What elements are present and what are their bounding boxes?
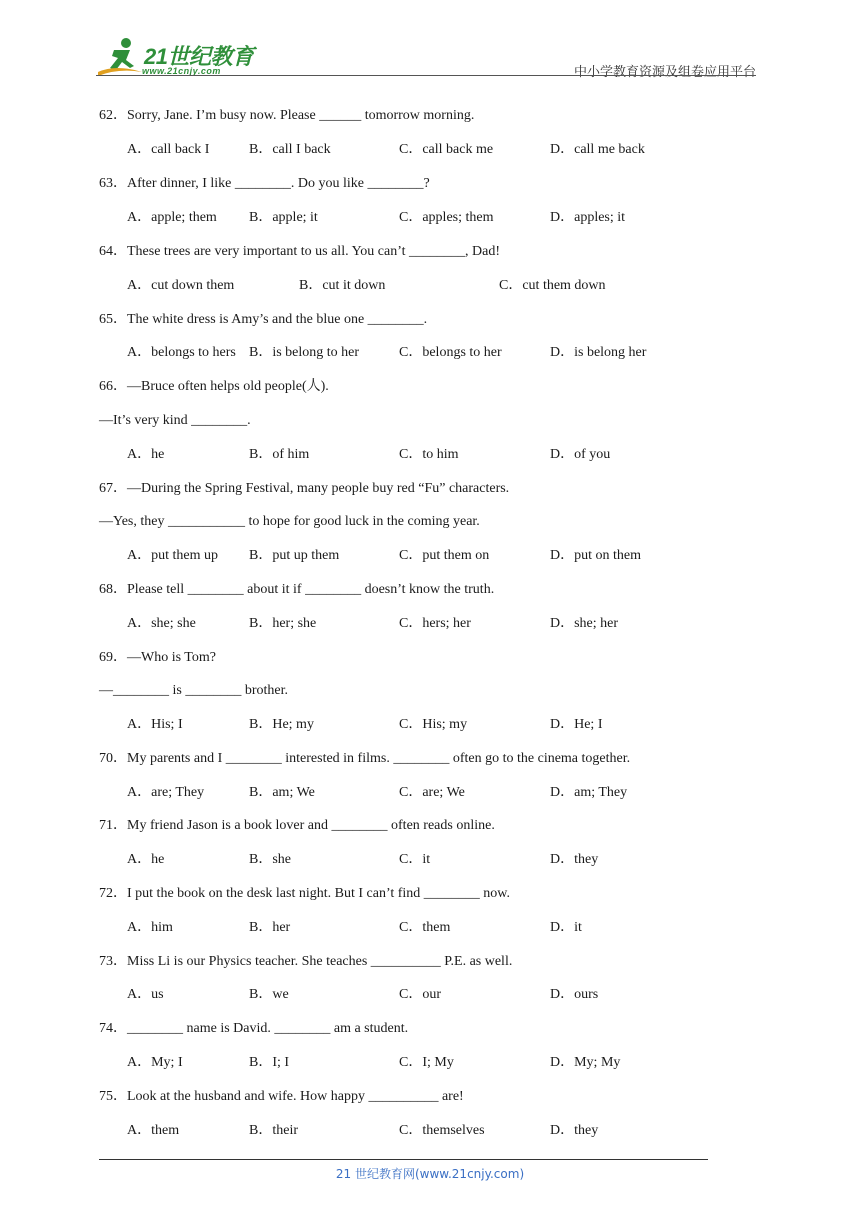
option-d: D．My; My	[550, 1055, 621, 1070]
option-d: D．is belong her	[550, 345, 647, 360]
option-c: C．to him	[399, 447, 459, 462]
option-b: B．He; my	[249, 717, 314, 732]
option-b: B．cut it down	[299, 278, 386, 293]
option-a: A．put them up	[127, 548, 218, 563]
option-b: B．I; I	[249, 1055, 290, 1070]
option-a: A．My; I	[127, 1055, 183, 1070]
option-c: C．themselves	[399, 1123, 485, 1138]
site-logo	[96, 36, 266, 80]
option-d: D．call me back	[550, 142, 645, 157]
option-c: C．His; my	[399, 717, 468, 732]
footer-link[interactable]: 21 世纪教育网(www.21cnjy.com)	[335, 1167, 525, 1181]
question-stem: 68．Please tell ________ about it if ________ doesn’t know the truth.	[99, 582, 495, 597]
footer-divider	[99, 1159, 708, 1160]
option-a: A．them	[127, 1123, 180, 1138]
question-stem: 66．—Bruce often helps old people(人).	[99, 379, 329, 394]
question-stem: 71．My friend Jason is a book lover and ________ often reads online.	[99, 818, 495, 833]
option-a: A．His; I	[127, 717, 183, 732]
option-a: A．she; she	[127, 616, 196, 631]
option-b: B．am; We	[249, 785, 315, 800]
option-c: C．call back me	[399, 142, 494, 157]
option-b: B．their	[249, 1123, 298, 1138]
question-stem: 72．I put the book on the desk last night. But I can’t find ________ now.	[99, 886, 511, 901]
option-c: C．put them on	[399, 548, 490, 563]
option-a: A．are; They	[127, 785, 205, 800]
option-b: B．is belong to her	[249, 345, 360, 360]
question-stem: 73．Miss Li is our Physics teacher. She teaches __________ P.E. as well.	[99, 954, 513, 969]
option-c: C．belongs to her	[399, 345, 502, 360]
question-stem: 70．My parents and I ________ interested in films. ________ often go to the cinema together.	[99, 751, 631, 766]
option-a: A．he	[127, 852, 165, 867]
option-b: B．put up them	[249, 548, 340, 563]
option-a: A．apple; them	[127, 210, 217, 225]
option-d: D．they	[550, 852, 599, 867]
option-b: B．apple; it	[249, 210, 318, 225]
option-c: C．I; My	[399, 1055, 454, 1070]
question-stem: 75．Look at the husband and wife. How happy __________ are!	[99, 1089, 464, 1104]
option-c: C．hers; her	[399, 616, 471, 631]
question-stem: 67．—During the Spring Festival, many people buy red “Fu” characters.	[99, 481, 510, 496]
page-header	[96, 34, 756, 80]
question-stem: 65．The white dress is Amy’s and the blue one ________.	[99, 312, 428, 327]
option-b: B．she	[249, 852, 291, 867]
option-c: C．cut them down	[499, 278, 606, 293]
question-stem: 63．After dinner, I like ________. Do you like ________?	[99, 176, 430, 191]
option-d: D．He; I	[550, 717, 603, 732]
question-stem: 64．These trees are very important to us all. You can’t ________, Dad!	[99, 244, 500, 259]
question-stem-2: —________ is ________ brother.	[99, 683, 288, 698]
header-divider	[96, 75, 756, 76]
option-d: D．ours	[550, 987, 599, 1002]
option-b: B．her; she	[249, 616, 317, 631]
option-a: A．cut down them	[127, 278, 235, 293]
option-a: A．him	[127, 920, 173, 935]
runner-icon	[96, 36, 146, 80]
option-d: D．they	[550, 1123, 599, 1138]
option-d: D．apples; it	[550, 210, 626, 225]
question-stem: 62．Sorry, Jane. I’m busy now. Please ______ tomorrow morning.	[99, 108, 475, 123]
option-a: A．he	[127, 447, 165, 462]
option-c: C．are; We	[399, 785, 465, 800]
option-b: B．her	[249, 920, 291, 935]
option-a: A．us	[127, 987, 164, 1002]
option-d: D．am; They	[550, 785, 628, 800]
option-b: B．of him	[249, 447, 310, 462]
option-c: C．apples; them	[399, 210, 494, 225]
platform-title: 中小学教育资源及组卷应用平台	[573, 65, 756, 80]
option-b: B．we	[249, 987, 289, 1002]
question-stem: 69．—Who is Tom?	[99, 650, 216, 665]
option-d: D．it	[550, 920, 582, 935]
option-d: D．put on them	[550, 548, 641, 563]
question-stem: 74．________ name is David. ________ am a student.	[99, 1021, 409, 1036]
option-b: B．call I back	[249, 142, 331, 157]
option-c: C．our	[399, 987, 441, 1002]
question-stem-2: —It’s very kind ________.	[99, 413, 251, 428]
logo-url: www.21cnjy.com	[142, 66, 221, 76]
option-c: C．them	[399, 920, 451, 935]
logo-text: 21世纪教育	[144, 44, 254, 69]
option-d: D．she; her	[550, 616, 619, 631]
option-d: D．of you	[550, 447, 611, 462]
question-stem-2: —Yes, they ___________ to hope for good luck in the coming year.	[99, 514, 480, 529]
option-a: A．call back I	[127, 142, 210, 157]
option-a: A．belongs to hers	[127, 345, 236, 360]
option-c: C．it	[399, 852, 431, 867]
